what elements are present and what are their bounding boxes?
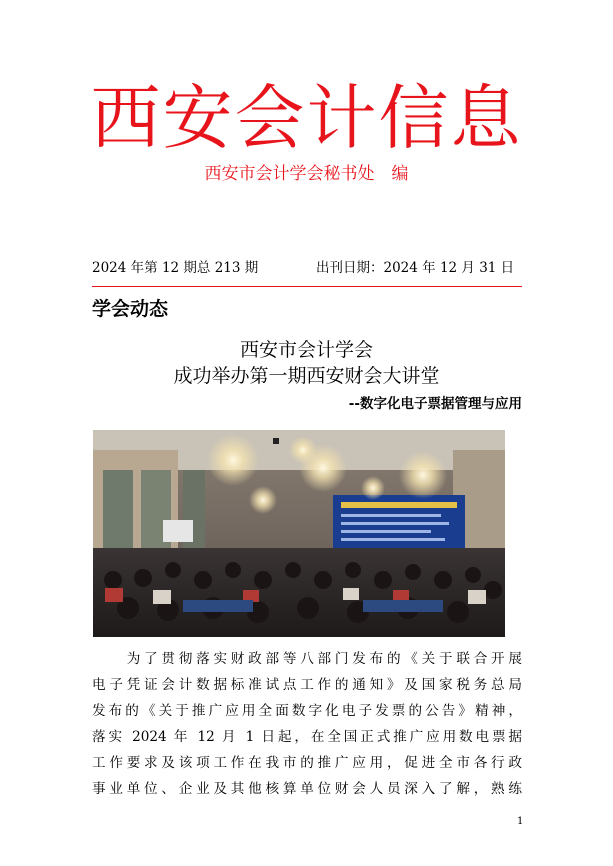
body-line: 工作要求及该项工作在我市的推广应用，促进全市各行政: [92, 755, 522, 771]
article-headline-line2: 成功举办第一期西安财会大讲堂: [173, 365, 440, 387]
body-line: 为了贯彻落实财政部等八部门发布的《关于联合开展: [92, 651, 522, 667]
article-headline-line1: 西安市会计学会: [239, 339, 373, 361]
issue-info: [92, 259, 522, 277]
header-divider: [92, 286, 522, 287]
body-line: 发布的《关于推广应用全面数字化电子发票的公告》精神，: [92, 703, 522, 719]
body-line: 落实 2024 年 12 月 1 日起，在全国正式推广应用数电票据: [92, 729, 522, 745]
publish-date: 出刊日期：2024 年 12 月 31 日: [316, 260, 515, 276]
section-heading: 学会动态: [92, 298, 169, 320]
publisher-line: 西安市会计学会秘书处 编: [204, 164, 409, 184]
event-photo: [93, 430, 505, 637]
article-body: [92, 646, 522, 802]
newsletter-title: 西安会计信息: [90, 77, 523, 159]
issue-number: 2024 年第 12 期总 213 期: [92, 260, 259, 276]
page-number: 1: [517, 816, 524, 827]
article-subtitle: --数字化电子票据管理与应用: [348, 396, 522, 412]
body-line: 电子凭证会计数据标准试点工作的通知》及国家税务总局: [92, 677, 522, 693]
body-line: 事业单位、企业及其他核算单位财会人员深入了解，熟练: [92, 781, 522, 797]
